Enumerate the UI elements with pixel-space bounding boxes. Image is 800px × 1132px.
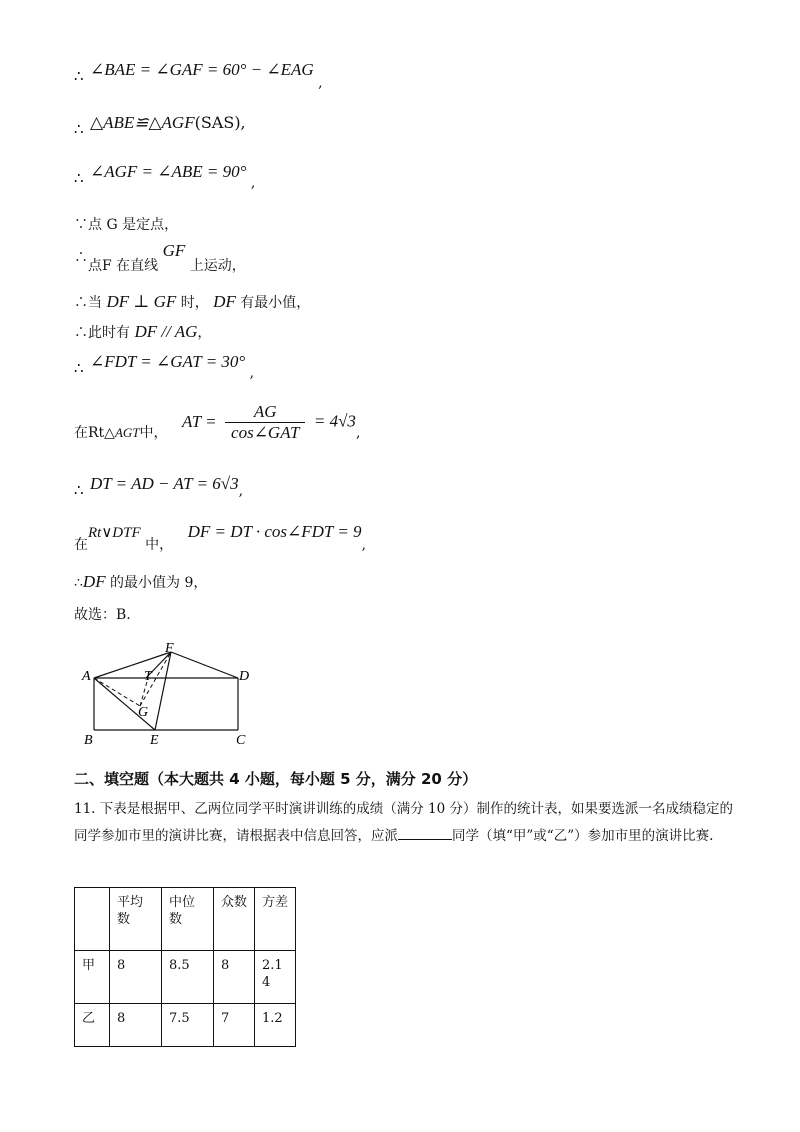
cell: 8.5 xyxy=(162,951,214,1004)
geometry-figure xyxy=(78,638,258,748)
text: 中， xyxy=(145,537,174,553)
therefore-symbol: ∴ xyxy=(74,359,84,377)
question-text: 11. 下表是根据甲、乙两位同学平时演讲训练的成绩（满分 10 分）制作的统计表，如果要选派一名成绩稳定的同学参加市里的演讲比赛，请根据表中信息回答，应派 xyxy=(74,801,734,844)
therefore-symbol: ∴ xyxy=(74,67,84,85)
therefore-symbol: ∴ xyxy=(74,295,88,311)
equation: DF ⊥ GF xyxy=(106,292,177,311)
cell: 乙 xyxy=(75,1004,110,1047)
therefore-symbol: ∴ xyxy=(74,575,83,591)
solution-line-10 xyxy=(74,474,244,499)
text: 上运动， xyxy=(189,258,246,274)
label-e: E xyxy=(150,733,159,748)
cell: 7.5 xyxy=(162,1004,214,1047)
punct: ， xyxy=(197,325,212,341)
text: 在Rt△ xyxy=(74,424,115,441)
cell: 8 xyxy=(110,1004,162,1047)
text: 此时有 xyxy=(88,325,130,341)
segment-af xyxy=(94,652,171,678)
table-row xyxy=(75,951,296,1004)
punct: , xyxy=(361,537,367,553)
equation: ∠FDT = ∠GAT = 30° xyxy=(90,352,246,371)
equation: △ABE≌△AGF xyxy=(90,113,195,132)
equation: DF xyxy=(213,292,236,311)
text: 中， xyxy=(139,424,168,441)
solution-line-2 xyxy=(74,113,246,138)
cell: 甲 xyxy=(75,951,110,1004)
solution-line-9 xyxy=(74,402,360,443)
section-heading: 二、填空题（本大题共 4 小题，每小题 5 分，满分 20 分） xyxy=(74,770,478,788)
question-11 xyxy=(74,796,734,850)
solution-line-3 xyxy=(74,162,256,191)
text: 有最小值， xyxy=(240,295,311,311)
solution-line-12 xyxy=(74,572,207,592)
label-b: B xyxy=(84,733,93,748)
triangle-label: Rt∨DTF xyxy=(88,525,141,541)
solution-line-8 xyxy=(74,352,255,381)
label-d: D xyxy=(239,669,250,684)
triangle-label: AGT xyxy=(114,424,140,440)
equation: DF xyxy=(82,572,106,591)
equation-lhs: AT = xyxy=(181,411,217,431)
text: 点 G 是定点， xyxy=(88,217,179,233)
equation-rhs: = 4√3 xyxy=(313,411,356,431)
segment-fd xyxy=(171,652,238,678)
solution-line-4 xyxy=(74,214,178,234)
table-row xyxy=(75,1004,296,1047)
text: 的最小值为 9， xyxy=(110,575,208,591)
punct: , xyxy=(249,365,255,381)
punct: , xyxy=(238,483,244,499)
label-g: G xyxy=(138,705,149,720)
cell: 8 xyxy=(110,951,162,1004)
fraction-denominator: cos∠GAT xyxy=(231,423,300,442)
solution-line-6 xyxy=(74,292,310,312)
segment-ag-dashed xyxy=(94,678,140,706)
text: 点F 在直线 xyxy=(88,258,159,274)
segment-fe xyxy=(155,652,171,730)
fraction xyxy=(225,402,305,443)
cell: 1.2 xyxy=(255,1004,296,1047)
solution-line-7 xyxy=(74,322,211,342)
equation: DF = DT · cos∠FDT = 9 xyxy=(187,522,362,541)
label-a: A xyxy=(82,669,91,684)
cell: 7 xyxy=(214,1004,255,1047)
answer-blank[interactable] xyxy=(398,825,452,840)
equation: DF // AG xyxy=(134,322,198,341)
solution-line-1 xyxy=(74,60,323,91)
question-text-end: 同学（填“甲”或“乙”）参加市里的演讲比赛. xyxy=(452,828,714,844)
stats-table xyxy=(74,887,296,1047)
therefore-symbol: ∴ xyxy=(74,120,84,138)
header-cell xyxy=(75,888,110,951)
table-header-row xyxy=(75,888,296,951)
text: 当 xyxy=(88,295,102,311)
equation: GF xyxy=(162,241,186,260)
fraction-numerator: AG xyxy=(225,402,305,423)
equation: ∠AGF = ∠ABE = 90° xyxy=(90,162,247,181)
solution-line-5 xyxy=(74,241,246,274)
equation: DT = AD − AT = 6√3 xyxy=(90,474,239,493)
text: 时， xyxy=(180,295,209,311)
answer-text: 故选：B. xyxy=(74,607,131,623)
text: 在 xyxy=(74,537,88,553)
cell: 8 xyxy=(214,951,255,1004)
because-symbol: ∵ xyxy=(74,217,88,233)
therefore-symbol: ∴ xyxy=(74,325,88,341)
punct: , xyxy=(318,75,323,91)
header-cell: 中位数 xyxy=(162,888,214,951)
header-cell: 方差 xyxy=(255,888,296,951)
equation: ∠BAE = ∠GAF = 60° − ∠EAG xyxy=(90,60,314,79)
cell: 2.14 xyxy=(255,951,296,1004)
solution-line-11 xyxy=(74,522,367,553)
label-t: T xyxy=(144,669,152,684)
header-cell: 平均数 xyxy=(110,888,162,951)
solution-line-13 xyxy=(74,604,131,624)
label-c: C xyxy=(236,733,246,748)
punct: , xyxy=(355,424,361,441)
punct: , xyxy=(250,175,256,191)
header-cell: 众数 xyxy=(214,888,255,951)
therefore-symbol: ∴ xyxy=(74,169,84,187)
therefore-symbol: ∴ xyxy=(74,250,88,266)
punct: (SAS), xyxy=(194,113,246,132)
therefore-symbol: ∴ xyxy=(74,481,84,499)
label-f: F xyxy=(165,641,174,656)
